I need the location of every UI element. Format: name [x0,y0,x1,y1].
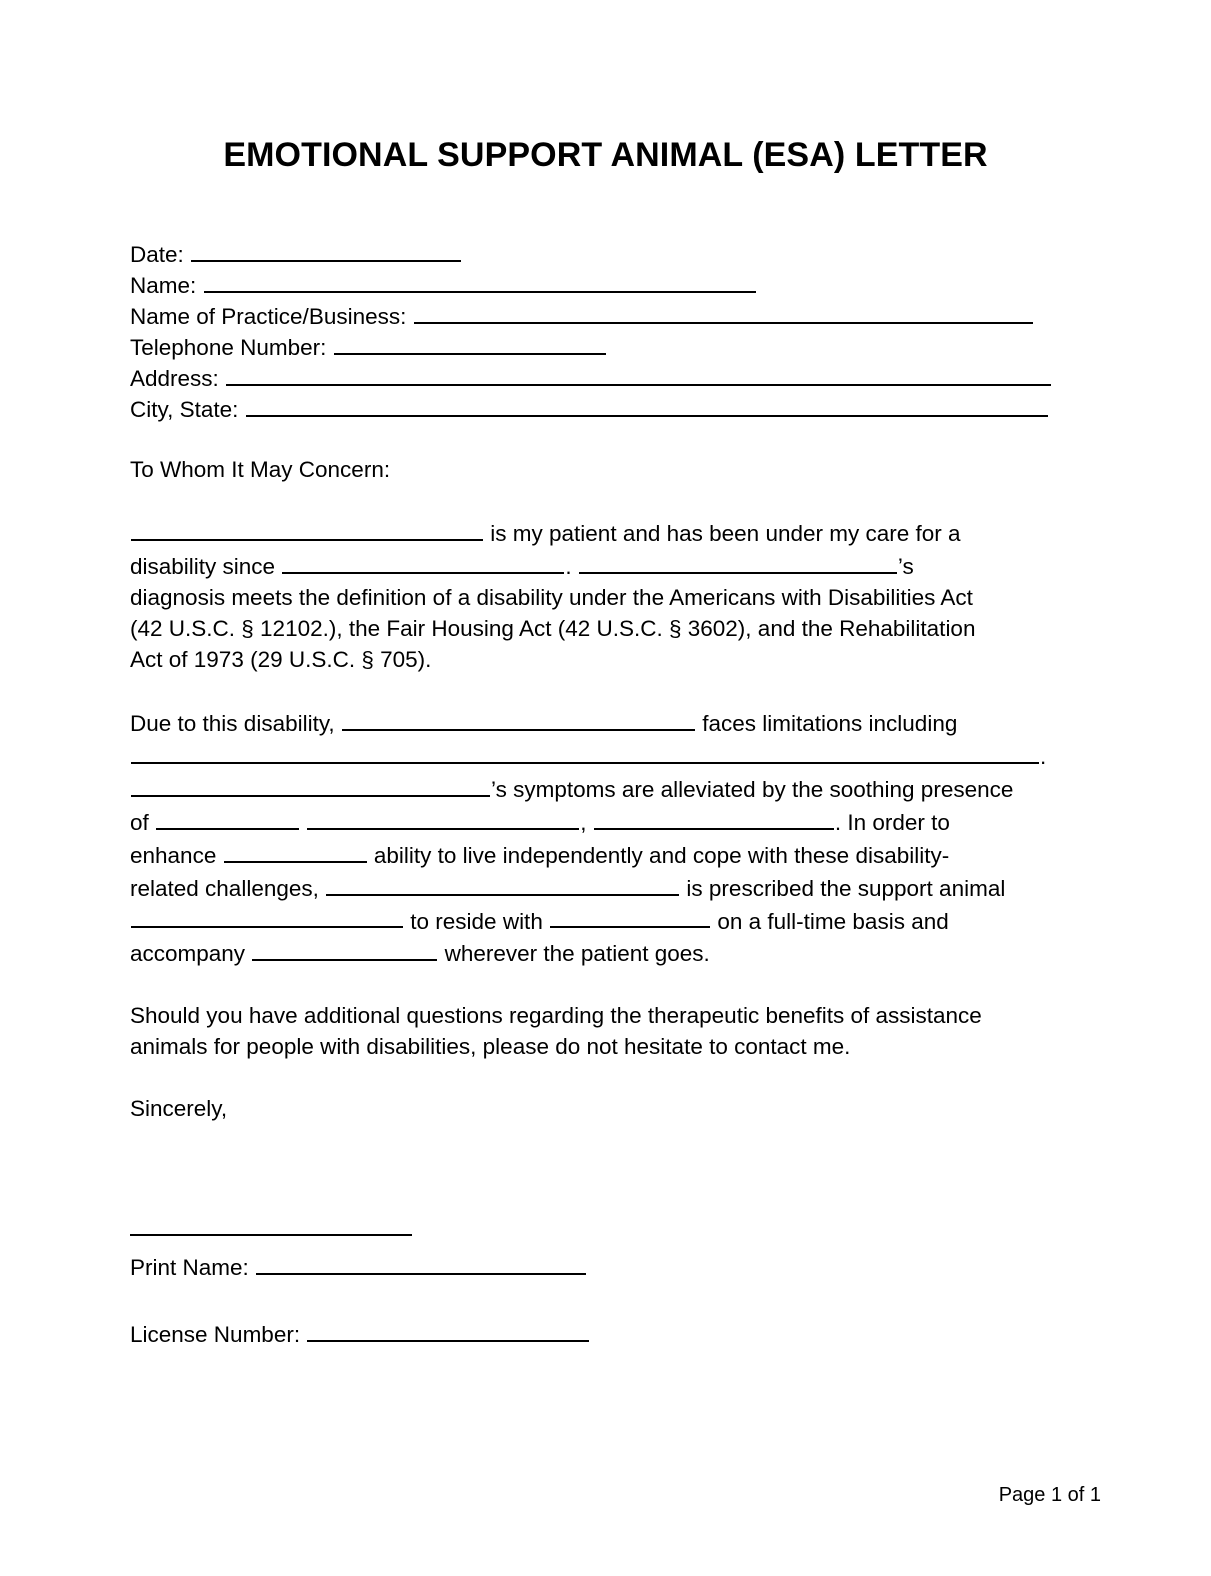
name-input-blank[interactable] [204,268,756,293]
practice-label: Name of Practice/Business: [130,303,407,329]
paragraph-limitations-text-2: faces limitations including [702,710,958,736]
faces-limitations-blank[interactable] [342,706,695,731]
paragraph-diagnosis-line-5: Act of 1973 (29 U.S.C. § 705). [130,646,432,672]
paragraph-limitations-text-9: is prescribed the support animal [686,875,1006,901]
animal-name-blank[interactable] [594,805,834,830]
telephone-input-blank[interactable] [334,330,606,355]
paragraph-limitations-line-1 [130,706,1065,739]
field-row-print-name [130,1250,587,1283]
paragraph-limitations-text-4: of [130,809,149,835]
salutation: To Whom It May Concern: [130,457,391,482]
support-animal-name-blank[interactable] [131,904,403,929]
paragraph-closing-note-line-2: animals for people with disabilities, please do not hesitate to contact me. [130,1034,851,1060]
paragraph-diagnosis-text-2: disability since [130,553,276,579]
paragraph-limitations [130,706,1065,970]
spacer [130,969,1065,1000]
field-row-telephone [130,330,1065,361]
spacer [130,675,1065,706]
paragraph-diagnosis [130,516,1065,675]
field-row-address [130,361,1065,392]
spacer [130,423,1065,454]
city-state-label: City, State: [130,396,239,422]
animal-article-blank[interactable] [156,805,299,830]
paragraph-limitations-line-2 [130,739,1065,772]
document-body [130,237,1065,1124]
paragraph-diagnosis-text-1: is my patient and has been under my care for a [490,520,961,546]
paragraph-limitations-text-12: accompany [130,941,246,967]
paragraph-limitations-text-1: Due to this disability, [130,710,335,736]
paragraph-diagnosis-period-1: . [565,553,572,579]
paragraph-limitations-line-5 [130,838,1065,871]
date-label: Date: [130,241,184,267]
field-row-practice [130,299,1065,330]
closing-salutation: Sincerely, [130,1096,228,1122]
paragraph-limitations-line-4 [130,805,1065,838]
paragraph-limitations-text-5: . In order to [834,809,950,835]
symptoms-name-blank[interactable] [131,772,490,797]
paragraph-limitations-text-7: ability to live independently and cope with these disability- [373,842,950,868]
paragraph-limitations-text-3: ’s symptoms are alleviated by the soothing presence [491,776,1014,802]
diagnosis-name-blank[interactable] [579,549,897,574]
practice-input-blank[interactable] [414,299,1033,324]
paragraph-closing-note-line-1: Should you have additional questions regarding the therapeutic benefits of assistance [130,1003,982,1029]
page-title: EMOTIONAL SUPPORT ANIMAL (ESA) LETTER [223,136,988,174]
paragraph-limitations-text-10: to reside with [410,908,543,934]
reside-with-blank[interactable] [550,904,710,929]
paragraph-limitations-line-7 [130,904,1065,937]
signature-line-wrap [130,1218,412,1236]
print-name-blank[interactable] [256,1250,586,1275]
page-footer: Page 1 of 1 [998,1484,1101,1506]
name-label: Name: [130,272,197,298]
spacer [130,485,1065,516]
paragraph-limitations-text-11: on a full-time basis and [717,908,949,934]
address-label: Address: [130,365,219,391]
date-input-blank[interactable] [191,237,461,262]
paragraph-diagnosis-line-1 [130,516,1065,549]
paragraph-diagnosis-line-3: diagnosis meets the definition of a disability under the Americans with Disabilities Act [130,584,973,610]
license-number-label: License Number: [130,1321,301,1347]
field-row-name [130,268,1065,299]
paragraph-closing-note [130,1000,1065,1062]
accompany-blank[interactable] [252,936,437,961]
disability-since-blank[interactable] [282,549,564,574]
paragraph-limitations-text-6: enhance [130,842,217,868]
print-name-label: Print Name: [130,1254,249,1280]
patient-name-blank[interactable] [131,516,483,541]
telephone-label: Telephone Number: [130,334,327,360]
paragraph-diagnosis-line-4: (42 U.S.C. § 12102.), the Fair Housing Act (42 U.S.C. § 3602), and the Rehabilitation [130,615,976,641]
prescribed-patient-blank[interactable] [326,871,679,896]
city-state-input-blank[interactable] [246,392,1048,417]
paragraph-diagnosis-line-2 [130,549,1065,582]
animal-type-blank[interactable] [307,805,579,830]
paragraph-limitations-line-6 [130,871,1065,904]
paragraph-limitations-text-8: related challenges, [130,875,319,901]
paragraph-limitations-comma-1: , [580,809,587,835]
paragraph-limitations-line-8 [130,936,1065,969]
paragraph-limitations-line-3 [130,772,1065,805]
paragraph-limitations-period-1: . [1040,743,1047,769]
address-input-blank[interactable] [226,361,1051,386]
signature-blank[interactable] [130,1233,412,1236]
field-row-license-number [130,1317,590,1350]
spacer [130,1062,1065,1093]
enhance-pronoun-blank[interactable] [224,838,367,863]
field-row-date [130,237,1065,268]
paragraph-limitations-text-13: wherever the patient goes. [444,941,710,967]
field-row-city-state [130,392,1065,423]
limitations-detail-blank[interactable] [131,739,1039,764]
paragraph-diagnosis-possessive: ’s [897,553,914,579]
header-fields-group [130,237,1065,423]
license-number-blank[interactable] [307,1317,589,1342]
